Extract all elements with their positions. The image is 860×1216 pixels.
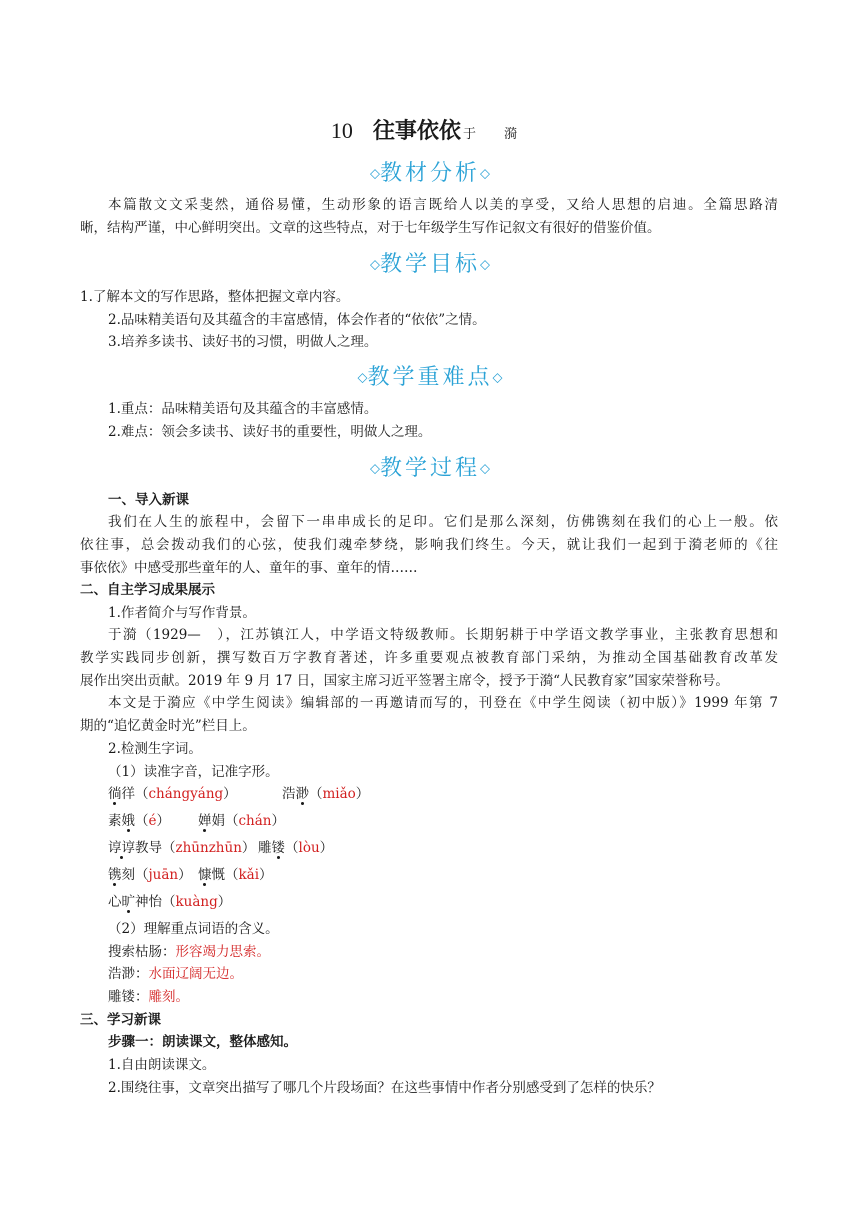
goal-item: 1.了解本文的写作思路，整体把握文章内容。 (80, 289, 350, 305)
analysis-line: 晰，结构严谨，中心鲜明突出。文章的这些特点，对于七年级学生写作记叙文有很好的借鉴价值。 (80, 220, 661, 236)
vocab-word: 镌刻（juān） (108, 867, 192, 883)
diamond-icon: ◇ (357, 370, 368, 386)
sub-heading: （2）理解重点词语的含义。 (108, 921, 279, 937)
heading-text: 教学目标 (379, 252, 480, 277)
sub-heading: 2.检测生字词。 (108, 741, 202, 757)
heading-text: 教材分析 (379, 161, 480, 186)
intro-line: 事依依》中感受那些童年的人、童年的事、童年的情…… (80, 560, 418, 576)
diamond-icon: ◇ (492, 370, 503, 386)
background-line: 期的“追忆黄金时光”栏目上。 (80, 718, 256, 734)
vocab-word: 谆谆教导（zhūnzhūn） (108, 840, 256, 856)
process-heading: 二、自主学习成果展示 (80, 582, 215, 598)
intro-line: 我们在人生的旅程中，会留下一串串成长的足印。它们是那么深刻，仿佛镌刻在我们的心上一般。依 (108, 514, 778, 530)
section-heading-process (0, 451, 860, 482)
diamond-icon: ◇ (480, 461, 490, 477)
bio-line: 教学实践同步创新，撰写数百万字教育著述，许多重要观点被教育部门采纳，为推动全国基础教育改革发 (80, 650, 778, 666)
process-heading: 三、学习新课 (80, 1012, 161, 1028)
diamond-icon: ◇ (480, 257, 490, 273)
process-heading: 一、导入新课 (108, 492, 189, 508)
lesson-main-title: 往事依依 (372, 119, 461, 144)
sub-heading: 1.作者简介与写作背景。 (108, 605, 256, 621)
intro-line: 依往事，总会拨动我们的心弦，使我们魂牵梦绕，影响我们终生。今天，就让我们一起到于漪老师的《往 (80, 537, 778, 553)
keypoint-item: 1.重点：品味精美语句及其蕴含的丰富感情。 (108, 401, 378, 417)
question-item: 2.围绕往事，文章突出描写了哪几个片段场面？在这些事情中作者分别感受到了怎样的快乐？ (108, 1080, 661, 1096)
keypoint-item: 2.难点：领会多读书、读好书的重要性，明做人之理。 (108, 424, 432, 440)
background-line: 本文是于漪应《中学生阅读》编辑部的一再邀请而写的，刊登在《中学生阅读（初中版）》1999 年第 7 (108, 695, 778, 711)
vocab-word: 心旷神怡（kuàng） (108, 894, 232, 910)
vocab-word: 雕镂（lòu） (258, 840, 334, 856)
meaning-item: 浩渺：水面辽阔无边。 (108, 966, 243, 982)
bio-line: 于漪（1929— ），江苏镇江人，中学语文特级教师。长期躬耕于中学语文教学事业，主张教育思想和 (108, 627, 778, 643)
section-heading-keypoints (0, 360, 860, 391)
vocab-word: 慷慨（kǎi） (198, 867, 273, 883)
goal-item: 2.品味精美语句及其蕴含的丰富感情，体会作者的“依依”之情。 (108, 312, 486, 328)
vocab-word: 婵娟（chán） (198, 813, 285, 829)
lesson-author: 于 漪 (462, 127, 530, 142)
goal-item: 3.培养多读书、读好书的习惯，明做人之理。 (108, 334, 378, 350)
lesson-title (0, 114, 860, 145)
heading-text: 教学过程 (379, 456, 480, 481)
meaning-item: 雕镂：雕刻。 (108, 989, 189, 1005)
vocab-word: 素娥（é） (108, 813, 170, 829)
analysis-line: 本篇散文文采斐然，通俗易懂，生动形象的语言既给人以美的享受，又给人思想的启迪。全篇思路清 (108, 197, 778, 213)
heading-text: 教学重难点 (367, 365, 493, 390)
diamond-icon: ◇ (480, 166, 490, 182)
bio-line: 展作出突出贡献。2019 年 9 月 17 日，国家主席习近平签署主席令，授予于漪“人民教育家”国家荣誉称号。 (80, 673, 729, 689)
lesson-number: 10 (330, 118, 353, 143)
vocab-word: 徜徉（chángyáng） (108, 786, 237, 802)
section-heading-analysis (0, 156, 860, 187)
step-heading: 步骤一：朗读课文，整体感知。 (108, 1034, 297, 1050)
question-item: 1.自由朗读课文。 (108, 1057, 216, 1073)
meaning-item: 搜索枯肠：形容竭力思索。 (108, 944, 270, 960)
diamond-icon: ◇ (369, 461, 380, 477)
diamond-icon: ◇ (369, 257, 380, 273)
diamond-icon: ◇ (369, 166, 380, 182)
sub-heading: （1）读准字音，记准字形。 (108, 764, 279, 780)
vocab-word: 浩渺（miǎo） (282, 786, 370, 802)
section-heading-goals (0, 247, 860, 278)
